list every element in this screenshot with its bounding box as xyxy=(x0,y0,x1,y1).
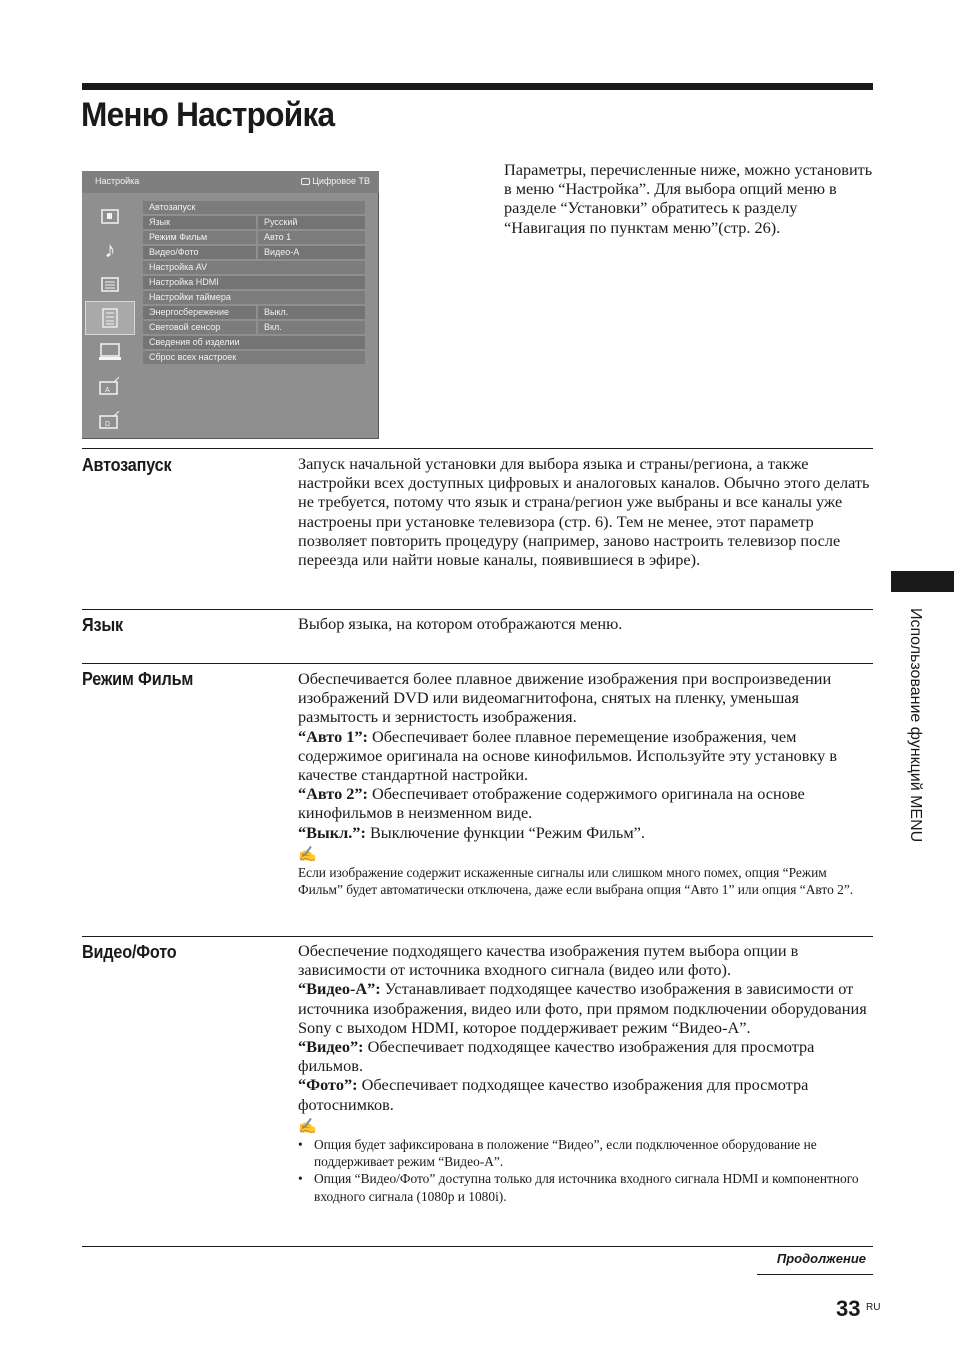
pc-icon xyxy=(85,335,135,369)
option-text: Обеспечивает более плавное перемещение изображения, чем содержимое оригинала на основе кинофильмов. Используйте эту установку в качестве стандартной настройки. xyxy=(298,726,838,785)
term-video-photo: Видео/Фото xyxy=(82,942,177,962)
section-divider xyxy=(82,609,873,610)
option-name: “Видео-А”: xyxy=(298,979,381,999)
svg-text:D: D xyxy=(105,421,111,428)
menu-row-label: Видео/Фото xyxy=(143,246,256,259)
side-label-text: Использование функций MENU xyxy=(907,608,924,843)
bullet-dot: • xyxy=(298,1136,303,1152)
setup-icon xyxy=(85,301,135,335)
menu-row-label: Сведения об изделии xyxy=(143,336,365,349)
option-name: “Авто 1”: xyxy=(298,726,368,746)
desc-film-mode xyxy=(298,669,874,898)
menu-row xyxy=(143,246,365,260)
film-mode-text: Обеспечивается более плавное движение изображения при воспроизведении изображений DVD или видеомагнитофона, снятых на пленку, уменьшая размытость и зернистость изображения. xyxy=(298,669,832,727)
menu-row-value: Авто 1 xyxy=(258,231,365,244)
term-language: Язык xyxy=(82,615,123,635)
section-divider xyxy=(82,1246,873,1247)
section-divider xyxy=(82,663,873,664)
option-name: “Видео”: xyxy=(298,1037,364,1057)
digital-tv-icon xyxy=(85,403,135,437)
section-divider xyxy=(82,448,873,449)
note-pencil-icon: ✍ xyxy=(298,1118,317,1135)
menu-row xyxy=(143,276,365,290)
section-divider xyxy=(82,936,873,937)
picture-icon xyxy=(85,199,135,233)
note-bullet xyxy=(298,1170,874,1205)
screen-icon xyxy=(85,267,135,301)
bullet-dot: • xyxy=(298,1171,303,1187)
menu-source-label: Цифровое ТВ xyxy=(312,176,370,186)
menu-row-value: Выкл. xyxy=(258,306,365,319)
continued-label: Продолжение xyxy=(776,1251,866,1266)
video-photo-option-photo xyxy=(298,1075,874,1113)
menu-row-label: Настройки таймера xyxy=(143,291,365,304)
option-text: Обеспечивает подходящее качество изображения для просмотра фильмов. xyxy=(298,1037,815,1076)
intro-text: Параметры, перечисленные ниже, можно установить в меню “Настройка”. Для выбора опций меню в разделе “Установки” обратитесь к разделу “Навигация по пунктам меню”(стр. 26). xyxy=(504,160,873,237)
menu-row xyxy=(143,306,365,320)
autostart-text: Запуск начальной установки для выбора языка и страны/региона, а также настройки всех доступных цифровых и аналоговых каналов. Обычно этого делать не требуется, потому что язык и страна/регион уже выбраны и все каналы уже настроены при установке телевизора (стр. 6). Тем не менее, этот параметр позволяет повторить процедуру (например, заново настроить телевизор после переезда или найти новые каналы, появившиеся в эфире). xyxy=(298,454,870,570)
film-mode-option-auto2 xyxy=(298,784,874,822)
menu-row xyxy=(143,201,365,215)
note-text: Опция будет зафиксирована в положение “Видео”, если подключенное оборудование не поддерживает режим “Видео-А”. xyxy=(314,1136,817,1170)
language-text: Выбор языка, на котором отображаются меню. xyxy=(298,614,623,633)
page-title: Меню Настройка xyxy=(81,96,335,134)
option-text: Обеспечивает подходящее качество изображения для просмотра фотоснимков. xyxy=(298,1075,809,1114)
menu-row xyxy=(143,261,365,275)
menu-header xyxy=(82,171,379,193)
option-text: Выключение функции “Режим Фильм”. xyxy=(365,822,645,842)
menu-row xyxy=(143,291,365,305)
menu-row xyxy=(143,321,365,335)
menu-source xyxy=(301,176,370,186)
note-bullet xyxy=(298,1136,874,1171)
option-text: Обеспечивает отображение содержимого оригинала на основе кинофильмов в неизменном виде. xyxy=(298,784,805,823)
term-film-mode: Режим Фильм xyxy=(82,669,194,689)
menu-row-value: Русский xyxy=(258,216,365,229)
desc-language xyxy=(298,614,874,633)
menu-row-label: Настройка HDMI xyxy=(143,276,365,289)
note-pencil-icon: ✍ xyxy=(298,846,317,863)
film-mode-note: Если изображение содержит искаженные сигналы или слишком много помех, опция “Режим Фильм” будет автоматически отключена, даже если выбрана опция “Авто 1” или опция “Авто 2”. xyxy=(298,864,854,898)
term-autostart: Автозапуск xyxy=(82,455,172,475)
menu-row xyxy=(143,351,365,365)
menu-row-value: Видео-А xyxy=(258,246,365,259)
page-language: RU xyxy=(866,1302,881,1313)
menu-row-label: Язык xyxy=(143,216,256,229)
desc-autostart xyxy=(298,454,874,569)
film-mode-option-auto1 xyxy=(298,727,874,785)
menu-title: Настройка xyxy=(95,176,140,186)
menu-icon-column xyxy=(85,199,135,435)
video-photo-option-video xyxy=(298,1037,874,1075)
menu-row-label: Сброс всех настроек xyxy=(143,351,365,364)
menu-row xyxy=(143,336,365,350)
film-mode-option-off xyxy=(298,823,874,842)
page-number: 33 xyxy=(836,1296,861,1321)
video-photo-option-video-a xyxy=(298,979,874,1037)
menu-row-label: Режим Фильм xyxy=(143,231,256,244)
option-name: “Выкл.”: xyxy=(298,822,366,842)
option-name: “Авто 2”: xyxy=(298,784,368,804)
sound-icon: ♪ xyxy=(104,237,116,262)
option-text: Устанавливает подходящее качество изображения в зависимости от источника изображения, видео или фото, при прямом подключении оборудования Sony с выходом HDMI, которое поддерживает режим “Видео-А”. xyxy=(298,979,867,1037)
menu-screenshot xyxy=(82,171,379,439)
tv-source-icon xyxy=(301,178,310,185)
menu-row xyxy=(143,231,365,245)
menu-row xyxy=(143,216,365,230)
menu-row-label: Световой сенсор xyxy=(143,321,256,334)
menu-row-label: Автозапуск xyxy=(143,201,365,214)
menu-row-label: Настройка AV xyxy=(143,261,365,274)
svg-text:A: A xyxy=(105,387,110,394)
side-tab-marker xyxy=(891,571,954,592)
menu-row-label: Энергосбережение xyxy=(143,306,256,319)
menu-row-value: Вкл. xyxy=(258,321,365,334)
side-label xyxy=(906,608,926,888)
top-rule xyxy=(82,83,873,90)
option-name: “Фото”: xyxy=(298,1075,358,1095)
analog-tv-icon xyxy=(85,369,135,403)
desc-video-photo xyxy=(298,941,874,1205)
note-text: Опция “Видео/Фото” доступна только для источника входного сигнала HDMI и компонентного входного сигнала (1080p и 1080i). xyxy=(314,1171,859,1204)
continued-rule xyxy=(757,1274,873,1275)
video-photo-text: Обеспечение подходящего качества изображения путем выбора опции в зависимости от источника входного сигнала (видео или фото). xyxy=(298,941,799,980)
